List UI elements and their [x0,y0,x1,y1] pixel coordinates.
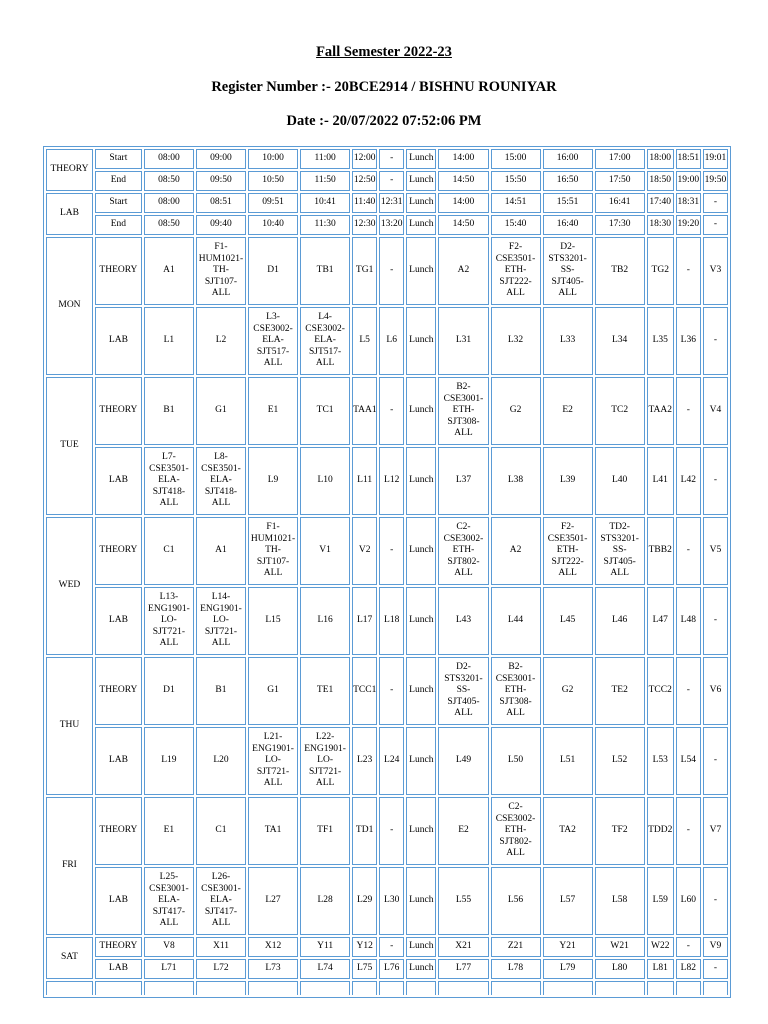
slot-cell: TCC1 [352,657,377,725]
slot-cell: TF2 [595,797,645,865]
time-cell: 18:50 [647,171,674,191]
semester-title: Fall Semester 2022-23 [316,44,452,60]
slot-cell: Lunch [406,937,436,957]
slot-cell: L72 [196,959,246,979]
time-cell: 14:00 [438,193,488,213]
slot-cell: L42 [676,447,701,515]
slot-type-lab: LAB [95,447,142,515]
time-cell: 12:31 [379,193,404,213]
slot-cell: L33 [543,307,593,375]
timetable-row [46,307,728,375]
slot-cell: - [703,727,728,795]
slot-cell: L79 [543,959,593,979]
slot-cell: Y21 [543,937,593,957]
empty-cell [491,981,541,995]
slot-cell: L77 [438,959,488,979]
slot-cell: Lunch [406,867,436,935]
time-cell: 09:50 [196,171,246,191]
slot-cell: L60 [676,867,701,935]
slot-cell: L25- CSE3001- ELA- SJT417- ALL [144,867,194,935]
empty-cell [647,981,674,995]
time-cell: 16:50 [543,171,593,191]
slot-cell: L48 [676,587,701,655]
time-cell: 15:51 [543,193,593,213]
slot-cell: - [379,517,404,585]
slot-cell: G2 [491,377,541,445]
slot-cell: L17 [352,587,377,655]
slot-cell: B2- CSE3001- ETH- SJT308- ALL [491,657,541,725]
time-cell: 17:50 [595,171,645,191]
slot-cell: L44 [491,587,541,655]
slot-cell: Lunch [406,517,436,585]
slot-type-theory: THEORY [95,237,142,305]
slot-cell: L74 [300,959,350,979]
slot-type-theory: THEORY [95,797,142,865]
slot-cell: - [703,447,728,515]
slot-cell: TDD2 [647,797,674,865]
time-cell: 12:30 [352,215,377,235]
slot-cell: - [676,517,701,585]
slot-cell: V9 [703,937,728,957]
timetable-row [46,377,728,445]
slot-cell: L35 [647,307,674,375]
day-label: FRI [46,797,93,935]
time-cell: 10:50 [248,171,298,191]
slot-cell: L18 [379,587,404,655]
time-cell: 14:50 [438,171,488,191]
end-label: End [95,171,142,191]
time-cell: 12:00 [352,149,377,169]
slot-cell: V5 [703,517,728,585]
time-cell: 09:51 [248,193,298,213]
slot-cell: L11 [352,447,377,515]
time-cell: 17:30 [595,215,645,235]
slot-cell: Lunch [406,657,436,725]
slot-cell: Lunch [406,447,436,515]
slot-cell: B1 [196,657,246,725]
slot-cell: L32 [491,307,541,375]
day-label: SAT [46,937,93,979]
time-cell: 11:30 [300,215,350,235]
slot-cell: A1 [196,517,246,585]
slot-cell: - [379,377,404,445]
slot-cell: Z21 [491,937,541,957]
slot-cell: TF1 [300,797,350,865]
slot-cell: TE1 [300,657,350,725]
time-cell: Lunch [406,193,436,213]
timetable-row [46,237,728,305]
slot-cell: L45 [543,587,593,655]
timetable-row [46,959,728,979]
slot-cell: L37 [438,447,488,515]
time-cell: 18:31 [676,193,701,213]
slot-cell: L5 [352,307,377,375]
empty-cell [46,981,93,995]
slot-cell: L53 [647,727,674,795]
slot-cell: L80 [595,959,645,979]
slot-cell: L34 [595,307,645,375]
register-number: Register Number :- 20BCE2914 / BISHNU ROUNIYAR [211,79,557,95]
slot-cell: L39 [543,447,593,515]
empty-cell [406,981,436,995]
empty-cell [595,981,645,995]
slot-cell: C1 [144,517,194,585]
time-cell: 19:50 [703,171,728,191]
time-cell: 17:00 [595,149,645,169]
theory-label: THEORY [46,149,93,191]
slot-cell: TG1 [352,237,377,305]
slot-cell: C2- CSE3002- ETH- SJT802- ALL [438,517,488,585]
slot-cell: L29 [352,867,377,935]
slot-cell: L21- ENG1901- LO- SJT721- ALL [248,727,298,795]
end-label: End [95,215,142,235]
start-label: Start [95,193,142,213]
slot-cell: L55 [438,867,488,935]
slot-cell: X12 [248,937,298,957]
slot-cell: L40 [595,447,645,515]
slot-cell: - [676,237,701,305]
slot-cell: Lunch [406,377,436,445]
slot-cell: F1- HUM1021- TH- SJT107- ALL [248,517,298,585]
slot-cell: Lunch [406,307,436,375]
slot-cell: Lunch [406,959,436,979]
slot-cell: F2- CSE3501- ETH- SJT222- ALL [543,517,593,585]
time-cell: 08:51 [196,193,246,213]
slot-cell: A2 [491,517,541,585]
time-cell: 11:50 [300,171,350,191]
slot-cell: L16 [300,587,350,655]
slot-cell: - [379,237,404,305]
slot-type-lab: LAB [95,867,142,935]
time-cell: 19:01 [703,149,728,169]
timetable-row [46,517,728,585]
slot-cell: L71 [144,959,194,979]
empty-cell [438,981,488,995]
slot-cell: L19 [144,727,194,795]
slot-cell: L76 [379,959,404,979]
time-cell: 08:00 [144,149,194,169]
slot-cell: Y11 [300,937,350,957]
slot-cell: L27 [248,867,298,935]
slot-cell: L20 [196,727,246,795]
slot-cell: L15 [248,587,298,655]
slot-cell: V7 [703,797,728,865]
slot-cell: L10 [300,447,350,515]
timetable [43,146,731,998]
slot-cell: W22 [647,937,674,957]
slot-cell: L13- ENG1901- LO- SJT721- ALL [144,587,194,655]
slot-cell: L73 [248,959,298,979]
timetable-row [46,937,728,957]
time-cell: Lunch [406,215,436,235]
time-cell: Lunch [406,171,436,191]
slot-cell: L2 [196,307,246,375]
slot-cell: TB2 [595,237,645,305]
slot-cell: X21 [438,937,488,957]
slot-cell: - [676,797,701,865]
time-cell: 10:41 [300,193,350,213]
day-label: WED [46,517,93,655]
slot-cell: L38 [491,447,541,515]
time-cell: 16:00 [543,149,593,169]
time-cell: 15:40 [491,215,541,235]
day-label: THU [46,657,93,795]
slot-cell: V6 [703,657,728,725]
timetable-row [46,867,728,935]
slot-cell: TD1 [352,797,377,865]
slot-cell: - [379,797,404,865]
time-cell: 12:50 [352,171,377,191]
slot-cell: L36 [676,307,701,375]
slot-cell: TC2 [595,377,645,445]
slot-cell: - [379,937,404,957]
time-cell: 14:51 [491,193,541,213]
time-cell: 09:40 [196,215,246,235]
timetable-row [46,981,728,995]
slot-cell: TCC2 [647,657,674,725]
slot-cell: TC1 [300,377,350,445]
slot-cell: D1 [144,657,194,725]
slot-type-theory: THEORY [95,937,142,957]
slot-cell: Lunch [406,587,436,655]
slot-cell: L54 [676,727,701,795]
slot-cell: Lunch [406,797,436,865]
slot-cell: L41 [647,447,674,515]
slot-type-theory: THEORY [95,657,142,725]
slot-cell: L9 [248,447,298,515]
time-cell: 14:00 [438,149,488,169]
time-cell: 18:30 [647,215,674,235]
slot-cell: G1 [196,377,246,445]
time-cell: - [379,171,404,191]
slot-cell: L82 [676,959,701,979]
slot-cell: L30 [379,867,404,935]
slot-cell: X11 [196,937,246,957]
slot-cell: L23 [352,727,377,795]
slot-cell: L7- CSE3501- ELA- SJT418- ALL [144,447,194,515]
time-cell: 11:40 [352,193,377,213]
slot-cell: V3 [703,237,728,305]
slot-cell: L78 [491,959,541,979]
time-cell: - [703,215,728,235]
slot-cell: D2- STS3201- SS- SJT405- ALL [543,237,593,305]
slot-cell: F1- HUM1021- TH- SJT107- ALL [196,237,246,305]
slot-cell: D1 [248,237,298,305]
slot-cell: L59 [647,867,674,935]
empty-cell [676,981,701,995]
slot-cell: - [703,307,728,375]
slot-cell: L46 [595,587,645,655]
slot-cell: L28 [300,867,350,935]
slot-cell: L81 [647,959,674,979]
slot-cell: L3- CSE3002- ELA- SJT517- ALL [248,307,298,375]
time-cell: 10:40 [248,215,298,235]
empty-cell [379,981,404,995]
slot-cell: Y12 [352,937,377,957]
slot-cell: C1 [196,797,246,865]
slot-cell: - [703,587,728,655]
time-cell: 16:41 [595,193,645,213]
slot-cell: TAA2 [647,377,674,445]
slot-type-lab: LAB [95,307,142,375]
slot-cell: TB1 [300,237,350,305]
slot-cell: TAA1 [352,377,377,445]
slot-cell: E2 [438,797,488,865]
slot-cell: V4 [703,377,728,445]
slot-type-theory: THEORY [95,377,142,445]
timetable-row [46,193,728,213]
empty-cell [196,981,246,995]
slot-type-theory: THEORY [95,517,142,585]
slot-cell: L1 [144,307,194,375]
slot-cell: W21 [595,937,645,957]
slot-type-lab: LAB [95,959,142,979]
slot-type-lab: LAB [95,587,142,655]
slot-cell: Lunch [406,237,436,305]
slot-cell: L51 [543,727,593,795]
empty-cell [144,981,194,995]
timetable-row [46,171,728,191]
time-cell: 18:00 [647,149,674,169]
slot-cell: TG2 [647,237,674,305]
slot-cell: TBB2 [647,517,674,585]
slot-cell: E1 [144,797,194,865]
empty-cell [352,981,377,995]
time-cell: 08:50 [144,171,194,191]
slot-cell: E1 [248,377,298,445]
slot-cell: L58 [595,867,645,935]
empty-cell [543,981,593,995]
slot-cell: L22- ENG1901- LO- SJT721- ALL [300,727,350,795]
time-cell: 10:00 [248,149,298,169]
timetable-row [46,149,728,169]
day-label: MON [46,237,93,375]
slot-cell: F2- CSE3501- ETH- SJT222- ALL [491,237,541,305]
slot-cell: TD2- STS3201- SS- SJT405- ALL [595,517,645,585]
slot-cell: L52 [595,727,645,795]
slot-cell: V2 [352,517,377,585]
empty-cell [703,981,728,995]
slot-cell: L24 [379,727,404,795]
time-cell: - [703,193,728,213]
empty-cell [248,981,298,995]
time-cell: Lunch [406,149,436,169]
timetable-row [46,587,728,655]
report-date: Date :- 20/07/2022 07:52:06 PM [286,113,482,129]
slot-cell: A2 [438,237,488,305]
time-cell: 15:00 [491,149,541,169]
timetable-row [46,215,728,235]
slot-cell: Lunch [406,727,436,795]
lab-label: LAB [46,193,93,235]
slot-cell: L6 [379,307,404,375]
timetable-row [46,447,728,515]
time-cell: 08:50 [144,215,194,235]
time-cell: - [379,149,404,169]
slot-cell: L50 [491,727,541,795]
slot-cell: G2 [543,657,593,725]
slot-cell: - [379,657,404,725]
slot-cell: - [703,867,728,935]
slot-cell: V8 [144,937,194,957]
time-cell: 19:00 [676,171,701,191]
empty-cell [95,981,142,995]
time-cell: 18:51 [676,149,701,169]
slot-cell: V1 [300,517,350,585]
time-cell: 16:40 [543,215,593,235]
slot-cell: L8- CSE3501- ELA- SJT418- ALL [196,447,246,515]
slot-cell: L12 [379,447,404,515]
slot-cell: L26- CSE3001- ELA- SJT417- ALL [196,867,246,935]
slot-type-lab: LAB [95,727,142,795]
slot-cell: - [676,937,701,957]
time-cell: 08:00 [144,193,194,213]
slot-cell: - [676,377,701,445]
timetable-row [46,657,728,725]
slot-cell: A1 [144,237,194,305]
timetable-row [46,727,728,795]
slot-cell: L57 [543,867,593,935]
start-label: Start [95,149,142,169]
slot-cell: L49 [438,727,488,795]
slot-cell: B2- CSE3001- ETH- SJT308- ALL [438,377,488,445]
slot-cell: - [703,959,728,979]
slot-cell: L75 [352,959,377,979]
slot-cell: L31 [438,307,488,375]
slot-cell: L56 [491,867,541,935]
empty-cell [300,981,350,995]
slot-cell: TA2 [543,797,593,865]
slot-cell: D2- STS3201- SS- SJT405- ALL [438,657,488,725]
time-cell: 09:00 [196,149,246,169]
time-cell: 11:00 [300,149,350,169]
day-label: TUE [46,377,93,515]
slot-cell: TA1 [248,797,298,865]
slot-cell: L4- CSE3002- ELA- SJT517- ALL [300,307,350,375]
slot-cell: TE2 [595,657,645,725]
slot-cell: C2- CSE3002- ETH- SJT802- ALL [491,797,541,865]
time-cell: 17:40 [647,193,674,213]
timetable-body [46,149,728,995]
slot-cell: L43 [438,587,488,655]
slot-cell: L14- ENG1901- LO- SJT721- ALL [196,587,246,655]
time-cell: 14:50 [438,215,488,235]
time-cell: 13:20 [379,215,404,235]
time-cell: 19:20 [676,215,701,235]
slot-cell: G1 [248,657,298,725]
slot-cell: L47 [647,587,674,655]
timetable-row [46,797,728,865]
slot-cell: B1 [144,377,194,445]
slot-cell: E2 [543,377,593,445]
time-cell: 15:50 [491,171,541,191]
slot-cell: - [676,657,701,725]
